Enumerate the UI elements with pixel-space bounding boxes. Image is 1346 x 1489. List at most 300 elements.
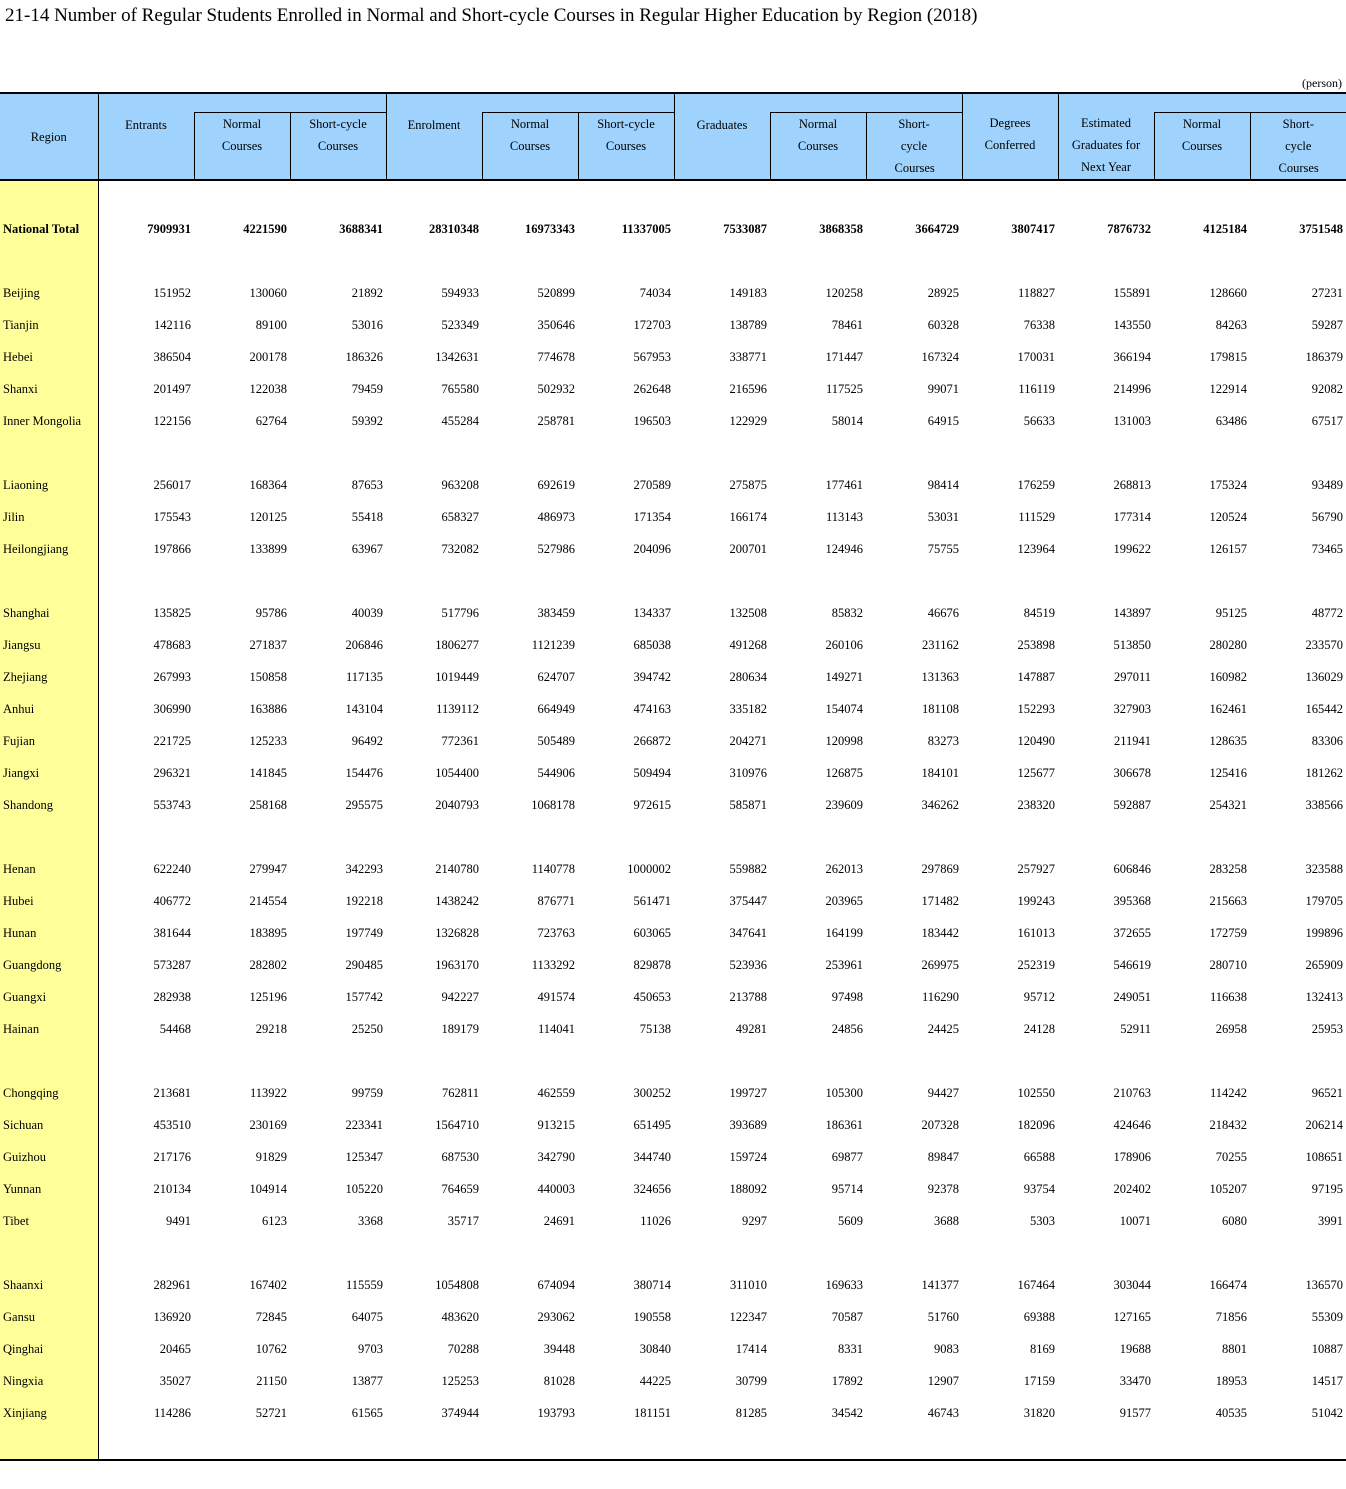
value-cell: 28925 xyxy=(927,285,959,300)
value-cell: 3688 xyxy=(934,1213,959,1228)
value-cell: 147887 xyxy=(1017,669,1055,684)
spacer-cell xyxy=(578,437,674,469)
spacer-cell xyxy=(578,565,674,597)
value-cell: 474163 xyxy=(633,701,671,716)
table-row xyxy=(0,277,1346,309)
value-cell: 40039 xyxy=(351,605,383,620)
value-cell: 99071 xyxy=(927,381,959,396)
value-cell: 96521 xyxy=(1311,1085,1343,1100)
spacer-cell xyxy=(386,180,482,213)
region-name: Shanxi xyxy=(0,373,98,405)
value-cell: 136920 xyxy=(153,1309,191,1324)
value-cell: 374944 xyxy=(441,1405,479,1420)
value-cell: 21892 xyxy=(351,285,383,300)
value-cell: 200178 xyxy=(249,349,287,364)
value-cell: 19688 xyxy=(1119,1341,1151,1356)
value-cell: 1140778 xyxy=(531,861,575,876)
value-cell: 167324 xyxy=(921,349,959,364)
value-cell: 3664729 xyxy=(915,221,959,236)
value-cell: 59287 xyxy=(1311,317,1343,332)
value-cell: 177461 xyxy=(825,477,863,492)
region-name: Hubei xyxy=(0,885,98,917)
value-cell: 105207 xyxy=(1209,1181,1247,1196)
table-row xyxy=(0,1013,1346,1045)
value-cell: 120258 xyxy=(825,285,863,300)
value-cell: 130060 xyxy=(249,285,287,300)
spacer-cell xyxy=(866,1045,962,1077)
value-cell: 197866 xyxy=(153,541,191,556)
value-cell: 181262 xyxy=(1305,765,1343,780)
value-cell: 774678 xyxy=(537,349,575,364)
value-cell: 523936 xyxy=(729,957,767,972)
value-cell: 573287 xyxy=(153,957,191,972)
value-cell: 10887 xyxy=(1311,1341,1343,1356)
region-spacer xyxy=(0,565,98,597)
value-cell: 462559 xyxy=(537,1085,575,1100)
value-cell: 183442 xyxy=(921,925,959,940)
value-cell: 1806277 xyxy=(435,637,479,652)
value-cell: 204096 xyxy=(633,541,671,556)
value-cell: 491268 xyxy=(729,637,767,652)
value-cell: 692619 xyxy=(537,477,575,492)
value-cell: 213788 xyxy=(729,989,767,1004)
value-cell: 509494 xyxy=(633,765,671,780)
value-cell: 440003 xyxy=(537,1181,575,1196)
value-cell: 592887 xyxy=(1113,797,1151,812)
value-cell: 24128 xyxy=(1023,1021,1055,1036)
value-cell: 1438242 xyxy=(435,893,479,908)
value-cell: 253961 xyxy=(825,957,863,972)
table-row xyxy=(0,853,1346,885)
value-cell: 186361 xyxy=(825,1117,863,1132)
value-cell: 386504 xyxy=(153,349,191,364)
value-cell: 202402 xyxy=(1113,1181,1151,1196)
value-cell: 133899 xyxy=(249,541,287,556)
region-spacer xyxy=(0,821,98,853)
value-cell: 544906 xyxy=(537,765,575,780)
value-cell: 114242 xyxy=(1209,1085,1247,1100)
value-cell: 262648 xyxy=(633,381,671,396)
spacer-cell xyxy=(1058,1045,1154,1077)
value-cell: 280710 xyxy=(1209,957,1247,972)
region-spacer xyxy=(0,1429,98,1460)
spacer-cell xyxy=(1250,565,1346,597)
value-cell: 46676 xyxy=(927,605,959,620)
spacer-cell xyxy=(98,1237,194,1269)
value-cell: 91577 xyxy=(1119,1405,1151,1420)
value-cell: 876771 xyxy=(537,893,575,908)
value-cell: 223341 xyxy=(345,1117,383,1132)
value-cell: 92378 xyxy=(927,1181,959,1196)
value-cell: 218432 xyxy=(1209,1117,1247,1132)
value-cell: 279947 xyxy=(249,861,287,876)
value-cell: 380714 xyxy=(633,1277,671,1292)
value-cell: 30840 xyxy=(639,1341,671,1356)
value-cell: 233570 xyxy=(1305,637,1343,652)
region-spacer xyxy=(0,245,98,277)
value-cell: 33470 xyxy=(1119,1373,1151,1388)
spacer-cell xyxy=(962,821,1058,853)
value-cell: 260106 xyxy=(825,637,863,652)
value-cell: 383459 xyxy=(537,605,575,620)
value-cell: 311010 xyxy=(729,1277,767,1292)
value-cell: 1068178 xyxy=(531,797,575,812)
value-cell: 249051 xyxy=(1113,989,1151,1004)
value-cell: 297011 xyxy=(1113,669,1151,684)
value-cell: 114286 xyxy=(153,1405,191,1420)
value-cell: 53016 xyxy=(351,317,383,332)
value-cell: 651495 xyxy=(633,1117,671,1132)
value-cell: 84263 xyxy=(1215,317,1247,332)
value-cell: 723763 xyxy=(537,925,575,940)
value-cell: 175543 xyxy=(153,509,191,524)
table-row xyxy=(0,1205,1346,1237)
table-row xyxy=(0,469,1346,501)
value-cell: 24856 xyxy=(831,1021,863,1036)
value-cell: 95125 xyxy=(1215,605,1247,620)
region-spacer xyxy=(0,1237,98,1269)
spacer-cell xyxy=(770,1045,866,1077)
value-cell: 603065 xyxy=(633,925,671,940)
region-name: Heilongjiang xyxy=(0,533,98,565)
spacer-cell xyxy=(1058,180,1154,213)
value-cell: 230169 xyxy=(249,1117,287,1132)
spacer-cell xyxy=(386,437,482,469)
spacer-cell xyxy=(194,245,290,277)
value-cell: 181151 xyxy=(633,1405,671,1420)
region-name: Beijing xyxy=(0,277,98,309)
spacer-cell xyxy=(1058,245,1154,277)
value-cell: 594933 xyxy=(441,285,479,300)
value-cell: 196503 xyxy=(633,413,671,428)
table-row xyxy=(0,949,1346,981)
region-name: Tianjin xyxy=(0,309,98,341)
spacer-cell xyxy=(482,180,578,213)
value-cell: 56790 xyxy=(1311,509,1343,524)
value-cell: 58014 xyxy=(831,413,863,428)
spacer-cell xyxy=(386,821,482,853)
table-row xyxy=(0,1397,1346,1429)
value-cell: 114041 xyxy=(537,1021,575,1036)
value-cell: 93754 xyxy=(1023,1181,1055,1196)
spacer-cell xyxy=(1250,1237,1346,1269)
value-cell: 95786 xyxy=(255,605,287,620)
value-cell: 35717 xyxy=(447,1213,479,1228)
value-cell: 120490 xyxy=(1017,733,1055,748)
spacer-cell xyxy=(1154,565,1250,597)
value-cell: 375447 xyxy=(729,893,767,908)
value-cell: 199622 xyxy=(1113,541,1151,556)
value-cell: 269975 xyxy=(921,957,959,972)
value-cell: 206214 xyxy=(1305,1117,1343,1132)
spacer-row xyxy=(0,245,1346,277)
value-cell: 182096 xyxy=(1017,1117,1055,1132)
value-cell: 51760 xyxy=(927,1309,959,1324)
value-cell: 53031 xyxy=(927,509,959,524)
table-row xyxy=(0,1141,1346,1173)
spacer-cell xyxy=(1250,437,1346,469)
value-cell: 685038 xyxy=(633,637,671,652)
value-cell: 183895 xyxy=(249,925,287,940)
value-cell: 4221590 xyxy=(243,221,287,236)
spacer-cell xyxy=(578,821,674,853)
value-cell: 395368 xyxy=(1113,893,1151,908)
value-cell: 125196 xyxy=(249,989,287,1004)
value-cell: 942227 xyxy=(441,989,479,1004)
spacer-cell xyxy=(386,245,482,277)
value-cell: 125233 xyxy=(249,733,287,748)
value-cell: 118827 xyxy=(1017,285,1055,300)
value-cell: 674094 xyxy=(537,1277,575,1292)
value-cell: 17892 xyxy=(831,1373,863,1388)
value-cell: 765580 xyxy=(441,381,479,396)
spacer-cell xyxy=(770,565,866,597)
spacer-cell xyxy=(770,180,866,213)
value-cell: 9703 xyxy=(358,1341,383,1356)
table-row xyxy=(0,501,1346,533)
table-title: 21-14 Number of Regular Students Enrolled in Normal and Short-cycle Courses in Regular Higher Education by Region (2018) xyxy=(5,5,978,26)
value-cell: 280634 xyxy=(729,669,767,684)
value-cell: 491574 xyxy=(537,989,575,1004)
header-estimated-span xyxy=(1154,93,1346,113)
value-cell: 46743 xyxy=(927,1405,959,1420)
value-cell: 143897 xyxy=(1113,605,1151,620)
table-row xyxy=(0,1077,1346,1109)
value-cell: 8801 xyxy=(1222,1341,1247,1356)
value-cell: 732082 xyxy=(441,541,479,556)
value-cell: 30799 xyxy=(735,1373,767,1388)
header-estimated-short: Short- cycle Courses xyxy=(1250,113,1346,181)
value-cell: 267993 xyxy=(153,669,191,684)
value-cell: 63967 xyxy=(351,541,383,556)
value-cell: 186326 xyxy=(345,349,383,364)
value-cell: 83273 xyxy=(927,733,959,748)
value-cell: 70255 xyxy=(1215,1149,1247,1164)
value-cell: 87653 xyxy=(351,477,383,492)
spacer-cell xyxy=(290,180,386,213)
spacer-cell xyxy=(1154,821,1250,853)
value-cell: 5609 xyxy=(838,1213,863,1228)
spacer-cell xyxy=(1250,180,1346,213)
spacer-cell xyxy=(578,1429,674,1460)
value-cell: 141845 xyxy=(249,765,287,780)
spacer-cell xyxy=(482,1429,578,1460)
value-cell: 34542 xyxy=(831,1405,863,1420)
spacer-cell xyxy=(1250,245,1346,277)
value-cell: 81028 xyxy=(543,1373,575,1388)
spacer-row xyxy=(0,1237,1346,1269)
spacer-cell xyxy=(866,1429,962,1460)
region-name: Gansu xyxy=(0,1301,98,1333)
value-cell: 142116 xyxy=(153,317,191,332)
value-cell: 157742 xyxy=(345,989,383,1004)
value-cell: 179815 xyxy=(1209,349,1247,364)
value-cell: 2140780 xyxy=(435,861,479,876)
value-cell: 6123 xyxy=(262,1213,287,1228)
value-cell: 117525 xyxy=(825,381,863,396)
region-name: Henan xyxy=(0,853,98,885)
value-cell: 123964 xyxy=(1017,541,1055,556)
value-cell: 181108 xyxy=(921,701,959,716)
spacer-cell xyxy=(674,1045,770,1077)
value-cell: 303044 xyxy=(1113,1277,1151,1292)
value-cell: 78461 xyxy=(831,317,863,332)
table-row xyxy=(0,693,1346,725)
value-cell: 258168 xyxy=(249,797,287,812)
spacer-cell xyxy=(770,437,866,469)
region-name: Yunnan xyxy=(0,1173,98,1205)
value-cell: 523349 xyxy=(441,317,479,332)
value-cell: 69877 xyxy=(831,1149,863,1164)
value-cell: 172759 xyxy=(1209,925,1247,940)
value-cell: 300252 xyxy=(633,1085,671,1100)
value-cell: 478683 xyxy=(153,637,191,652)
value-cell: 624707 xyxy=(537,669,575,684)
value-cell: 257927 xyxy=(1017,861,1055,876)
value-cell: 338566 xyxy=(1305,797,1343,812)
value-cell: 35027 xyxy=(159,1373,191,1388)
value-cell: 48772 xyxy=(1311,605,1343,620)
value-cell: 138789 xyxy=(729,317,767,332)
value-cell: 159724 xyxy=(729,1149,767,1164)
region-name: Xinjiang xyxy=(0,1397,98,1429)
value-cell: 335182 xyxy=(729,701,767,716)
value-cell: 122156 xyxy=(153,413,191,428)
value-cell: 111529 xyxy=(1018,509,1055,524)
value-cell: 664949 xyxy=(537,701,575,716)
value-cell: 283258 xyxy=(1209,861,1247,876)
value-cell: 24425 xyxy=(927,1021,959,1036)
value-cell: 1342631 xyxy=(435,349,479,364)
spacer-row xyxy=(0,565,1346,597)
spacer-cell xyxy=(674,821,770,853)
value-cell: 135825 xyxy=(153,605,191,620)
value-cell: 189179 xyxy=(441,1021,479,1036)
value-cell: 9491 xyxy=(166,1213,191,1228)
value-cell: 163886 xyxy=(249,701,287,716)
value-cell: 381644 xyxy=(153,925,191,940)
value-cell: 62764 xyxy=(255,413,287,428)
header-entrants-short: Short-cycle Courses xyxy=(290,113,386,181)
spacer-cell xyxy=(1250,1429,1346,1460)
value-cell: 73465 xyxy=(1311,541,1343,556)
value-cell: 210134 xyxy=(153,1181,191,1196)
header-enrolment-short: Short-cycle Courses xyxy=(578,113,674,181)
value-cell: 122929 xyxy=(729,413,767,428)
region-name: Jiangsu xyxy=(0,629,98,661)
value-cell: 310976 xyxy=(729,765,767,780)
region-name: Jilin xyxy=(0,501,98,533)
region-name: Shanghai xyxy=(0,597,98,629)
value-cell: 102550 xyxy=(1017,1085,1055,1100)
value-cell: 105220 xyxy=(345,1181,383,1196)
value-cell: 120524 xyxy=(1209,509,1247,524)
value-cell: 97195 xyxy=(1311,1181,1343,1196)
value-cell: 546619 xyxy=(1113,957,1151,972)
value-cell: 193793 xyxy=(537,1405,575,1420)
value-cell: 89100 xyxy=(255,317,287,332)
value-cell: 44225 xyxy=(639,1373,671,1388)
value-cell: 52911 xyxy=(1120,1021,1151,1036)
spacer-cell xyxy=(962,565,1058,597)
value-cell: 75755 xyxy=(927,541,959,556)
region-name: Hainan xyxy=(0,1013,98,1045)
value-cell: 190558 xyxy=(633,1309,671,1324)
value-cell: 27231 xyxy=(1311,285,1343,300)
value-cell: 64075 xyxy=(351,1309,383,1324)
spacer-cell xyxy=(962,180,1058,213)
value-cell: 40535 xyxy=(1215,1405,1247,1420)
value-cell: 606846 xyxy=(1113,861,1151,876)
spacer-cell xyxy=(1154,1429,1250,1460)
value-cell: 113922 xyxy=(249,1085,287,1100)
region-spacer xyxy=(0,437,98,469)
spacer-cell xyxy=(482,437,578,469)
value-cell: 12907 xyxy=(927,1373,959,1388)
table-row xyxy=(0,309,1346,341)
spacer-cell xyxy=(770,1237,866,1269)
spacer-cell xyxy=(674,1429,770,1460)
header-entrants-normal: Normal Courses xyxy=(194,113,290,181)
data-table xyxy=(0,92,1346,1461)
value-cell: 7533087 xyxy=(723,221,767,236)
value-cell: 61565 xyxy=(351,1405,383,1420)
value-cell: 72845 xyxy=(255,1309,287,1324)
value-cell: 342293 xyxy=(345,861,383,876)
table-row xyxy=(0,373,1346,405)
spacer-cell xyxy=(98,565,194,597)
value-cell: 60328 xyxy=(927,317,959,332)
value-cell: 297869 xyxy=(921,861,959,876)
value-cell: 4125184 xyxy=(1203,221,1247,236)
value-cell: 108651 xyxy=(1305,1149,1343,1164)
value-cell: 59392 xyxy=(351,413,383,428)
value-cell: 253898 xyxy=(1017,637,1055,652)
region-name: Guangdong xyxy=(0,949,98,981)
value-cell: 561471 xyxy=(633,893,671,908)
value-cell: 346262 xyxy=(921,797,959,812)
value-cell: 177314 xyxy=(1113,509,1151,524)
value-cell: 1000002 xyxy=(627,861,671,876)
region-spacer xyxy=(0,180,98,213)
spacer-cell xyxy=(194,1429,290,1460)
value-cell: 323588 xyxy=(1305,861,1343,876)
value-cell: 171482 xyxy=(921,893,959,908)
value-cell: 95714 xyxy=(831,1181,863,1196)
value-cell: 306678 xyxy=(1113,765,1151,780)
table-row xyxy=(0,1173,1346,1205)
value-cell: 913215 xyxy=(537,1117,575,1132)
spacer-cell xyxy=(194,565,290,597)
value-cell: 1564710 xyxy=(435,1117,479,1132)
value-cell: 176259 xyxy=(1017,477,1055,492)
spacer-cell xyxy=(674,1237,770,1269)
spacer-cell xyxy=(482,821,578,853)
spacer-cell xyxy=(1058,565,1154,597)
value-cell: 3991 xyxy=(1318,1213,1343,1228)
value-cell: 239609 xyxy=(825,797,863,812)
value-cell: 366194 xyxy=(1113,349,1151,364)
spacer-cell xyxy=(194,1045,290,1077)
value-cell: 154074 xyxy=(825,701,863,716)
value-cell: 502932 xyxy=(537,381,575,396)
value-cell: 687530 xyxy=(441,1149,479,1164)
value-cell: 105300 xyxy=(825,1085,863,1100)
table-row xyxy=(0,1109,1346,1141)
value-cell: 505489 xyxy=(537,733,575,748)
value-cell: 450653 xyxy=(633,989,671,1004)
value-cell: 79459 xyxy=(351,381,383,396)
